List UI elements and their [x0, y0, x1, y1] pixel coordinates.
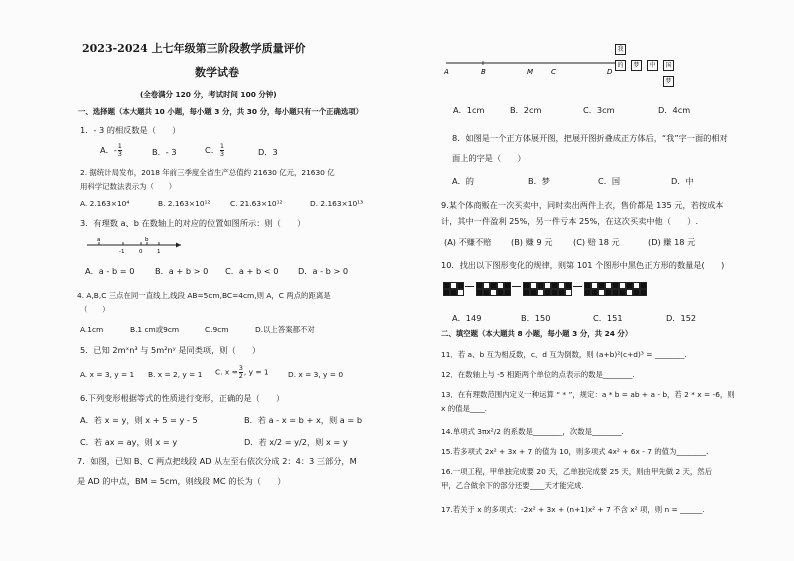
pattern-square [523, 282, 530, 289]
pattern-square [457, 282, 464, 289]
exam-title: 2023-2024 上七年级第三阶段教学质量评价 [82, 42, 306, 55]
q3-stem: 3．有理数 a、b 在数轴上的对应的位置如图所示：则（ ） [80, 218, 306, 228]
pattern-square [450, 289, 457, 296]
q2-option-b: B. 2.163×10¹² [158, 199, 211, 208]
q9-option-b: (B) 赚 9 元 [511, 237, 553, 247]
q7-line2: 是 AD 的中点，BM = 5cm，则线段 MC 的长为（ ） [77, 476, 286, 486]
pattern-square [476, 282, 483, 289]
cube-cell-4: 中 [647, 60, 658, 71]
pattern-square [612, 282, 619, 289]
label-d: D [607, 68, 613, 76]
pattern-square [640, 282, 647, 289]
q5-stem: 5．已知 2mˣn³ 与 5m²nʸ 是同类项，则（ ） [80, 345, 261, 355]
cube-cell-5: 国 [663, 60, 674, 71]
pattern-square [544, 282, 551, 289]
q2-option-d: D. 2.163×10¹³ [310, 199, 364, 208]
q9-option-a: (A) 不赚不赔 [444, 237, 492, 247]
pattern-square [605, 289, 612, 296]
exam-subtitle: 数学试卷 [195, 66, 239, 79]
q2-option-a: A. 2.163×10⁴ [80, 199, 130, 208]
pattern-square [605, 282, 612, 289]
pattern-square [633, 282, 640, 289]
q4-option-a: A.1cm [80, 325, 104, 334]
q3-option-c: C．a + b < 0 [225, 266, 279, 276]
q2-line1: 2. 据统计局发布，2018 年前三季度全省生产总值约 21630 亿元，21630 亿 [80, 168, 335, 177]
q14-stem: 14.单项式 3πx²/2 的系数是________，次数是________. [441, 427, 624, 436]
q8-line1: 8．如图是一个正方体展开图，把展开图折叠成正方体后，“我”字一面的相对 [452, 133, 728, 143]
pattern-square [443, 282, 450, 289]
q10-pattern-figure [443, 280, 733, 300]
section-2-heading: 二、填空题（本大题共 8 小题，每小题 3 分，共 24 分） [441, 329, 633, 338]
label-0: 0 [139, 249, 143, 255]
label-1: 1 [157, 249, 161, 255]
cube-cell-2: 的 [615, 60, 626, 71]
pattern-square [584, 282, 591, 289]
q16-line2: 甲，乙合做余下的部分还要____天才能完成. [441, 481, 584, 490]
pattern-square [612, 289, 619, 296]
label-b: B [481, 68, 486, 76]
pattern-square [558, 289, 565, 296]
q11-stem: 11．若 a、b 互为相反数，c、d 互为倒数，则 (a+b)²(c+d)³ = ________. [441, 350, 687, 359]
pattern-square [490, 289, 497, 296]
q4-line2: （ ） [80, 305, 110, 314]
q10-option-c: C．151 [593, 313, 623, 323]
q12-stem: 12．在数轴上与 -5 相距两个单位的点表示的数是________. [441, 370, 635, 379]
pattern-square [497, 282, 504, 289]
q9-option-d: (D) 赚 18 元 [648, 237, 696, 247]
q6-option-b: B．若 a - x = b + x，则 a = b [244, 415, 363, 425]
pattern-square [619, 289, 626, 296]
pattern-square [523, 289, 530, 296]
q6-option-c: C．若 ax = ay，则 x = y [80, 437, 178, 447]
q3-number-line [85, 237, 185, 257]
q8-line2: 面上的字是（ ） [452, 153, 526, 163]
pattern-square [504, 282, 511, 289]
pattern-square [530, 289, 537, 296]
label-neg1: -1 [119, 249, 125, 255]
pattern-square [530, 282, 537, 289]
q8-option-d: D．中 [671, 176, 694, 186]
pattern-arrow [512, 286, 521, 287]
pattern-square [640, 289, 647, 296]
label-b: b [145, 237, 149, 243]
q4-option-d: D.以上答案都不对 [255, 325, 315, 334]
pattern-square [457, 289, 464, 296]
q9-line1: 9.某个体商贩在一次买卖中，同时卖出两件上衣，售价都是 135 元，若按成本 [441, 200, 724, 210]
pattern-square [598, 282, 605, 289]
exam-info: (全卷满分 120 分，考试时间 100 分钟) [140, 90, 277, 99]
pattern-square [551, 282, 558, 289]
q2-option-c: C. 21.63×10¹² [230, 199, 283, 208]
q4-option-c: C.9cm [205, 325, 229, 334]
q17-stem: 17.若关于 x 的多项式：-2x² + 3x + (n+1)x² + 7 不含 x² 项，则 n = ______. [441, 505, 705, 514]
label-m: M [527, 68, 534, 76]
q7-segment-figure [443, 53, 633, 79]
q7-option-c: C．3cm [583, 105, 615, 115]
pattern-square [483, 282, 490, 289]
pattern-square [476, 289, 483, 296]
q5-option-a: A. x = 3, y = 1 [80, 370, 135, 379]
pattern-square [633, 289, 640, 296]
pattern-square [591, 282, 598, 289]
pattern-square [537, 289, 544, 296]
q1-option-b: B．- 3 [152, 147, 177, 157]
q8-option-b: B．梦 [528, 176, 550, 186]
pattern-square [565, 282, 572, 289]
pattern-square [626, 289, 633, 296]
q3-option-d: D．a - b > 0 [298, 266, 349, 276]
right-column [438, 0, 738, 561]
pattern-square [490, 282, 497, 289]
q5-option-c: C. x = $\frac{3}{2}$ , y = 1 [215, 364, 269, 380]
pattern-arrow [573, 286, 582, 287]
q7-option-d: D．4cm [658, 105, 691, 115]
pattern-square [584, 289, 591, 296]
q7-line1: 7．如图，已知 B、C 两点把线段 AD 从左至右依次分成 2：4：3 三部分，M [77, 456, 357, 466]
cube-cell-3: 梦 [631, 60, 642, 71]
label-a: a [97, 237, 101, 243]
q13-line1: 13．在有理数范围内定义一种运算 “ * ”，规定：a * b = ab + a - b，若 2 * x = -6，则 [441, 390, 735, 399]
pattern-square [450, 282, 457, 289]
q1-option-c: C． $\frac{1}{3}$ [205, 142, 225, 158]
q16-line1: 16.一项工程，甲单独完成要 20 天，乙单独完成要 25 天，则由甲先做 2 天，然后 [441, 467, 713, 476]
q9-option-c: (C) 赔 18 元 [573, 237, 620, 247]
q6-option-a: A．若 x = y，则 x + 5 = y - 5 [80, 415, 198, 425]
q10-stem: 10．找出以下图形变化的规律，则第 101 个图形中黑色正方形的数量是( ) [441, 260, 725, 270]
pattern-square [565, 289, 572, 296]
q10-option-d: D．152 [666, 313, 697, 323]
q9-line2: 计，其中一件盈利 25%，另一件亏本 25%，在这次买卖中他（ ）. [441, 216, 699, 226]
pattern-square [626, 282, 633, 289]
q7-option-a: A．1cm [453, 105, 485, 115]
pattern-arrow [465, 286, 474, 287]
left-column [70, 0, 400, 561]
section-1-heading: 一、选择题（本大题共 10 小题，每小题 3 分，共 30 分，每小题只有一个正确选项） [78, 107, 364, 116]
cube-cell-1: 我 [615, 44, 626, 55]
q15-stem: 15.若多项式 2x² + 3x + 7 的值为 10，则多项式 4x² + 6x - 7 的值为________. [441, 447, 709, 456]
pattern-square [591, 289, 598, 296]
q1-option-a: A．- $\frac{1}{3}$ [100, 142, 122, 158]
q3-option-b: B．a + b > 0 [155, 266, 209, 276]
q5-option-d: D. x = 3, y = 0 [288, 370, 344, 379]
q13-line2: x 的值是____. [441, 404, 488, 413]
cube-cell-6: 梦 [663, 76, 674, 87]
q4-option-b: B.1 cm或9cm [130, 325, 180, 334]
q10-option-b: B．150 [521, 313, 551, 323]
pattern-square [504, 289, 511, 296]
label-c: C [551, 68, 556, 76]
pattern-square [443, 289, 450, 296]
pattern-square [619, 282, 626, 289]
q3-option-a: A．a - b = 0 [85, 266, 135, 276]
q10-option-a: A．149 [452, 313, 482, 323]
pattern-square [483, 289, 490, 296]
pattern-square [497, 289, 504, 296]
q1-option-d: D．3 [258, 147, 278, 157]
pattern-square [544, 289, 551, 296]
q8-option-c: C．国 [598, 176, 621, 186]
q5-option-b: B. x = 2, y = 1 [148, 370, 203, 379]
pattern-square [551, 289, 558, 296]
q6-stem: 6.下列变形根据等式的性质进行变形，正确的是（ ） [80, 393, 285, 403]
pattern-square [558, 282, 565, 289]
q1-stem: 1．- 3 的相反数是（ ） [80, 125, 181, 135]
label-a: A [444, 68, 449, 76]
pattern-square [598, 289, 605, 296]
pattern-square [537, 282, 544, 289]
q2-line2: 用科学记数法表示为（ ） [80, 182, 177, 191]
number-line-arrow [176, 243, 181, 248]
q7-option-b: B．2cm [510, 105, 542, 115]
q6-option-d: D．若 x/2 = y/2，则 x = y [244, 437, 348, 447]
q8-option-a: A．的 [452, 176, 474, 186]
q4-line1: 4. A,B,C 三点在同一直线上,线段 AB=5cm,BC=4cm,则 A，C 两点的距离是 [77, 291, 331, 300]
